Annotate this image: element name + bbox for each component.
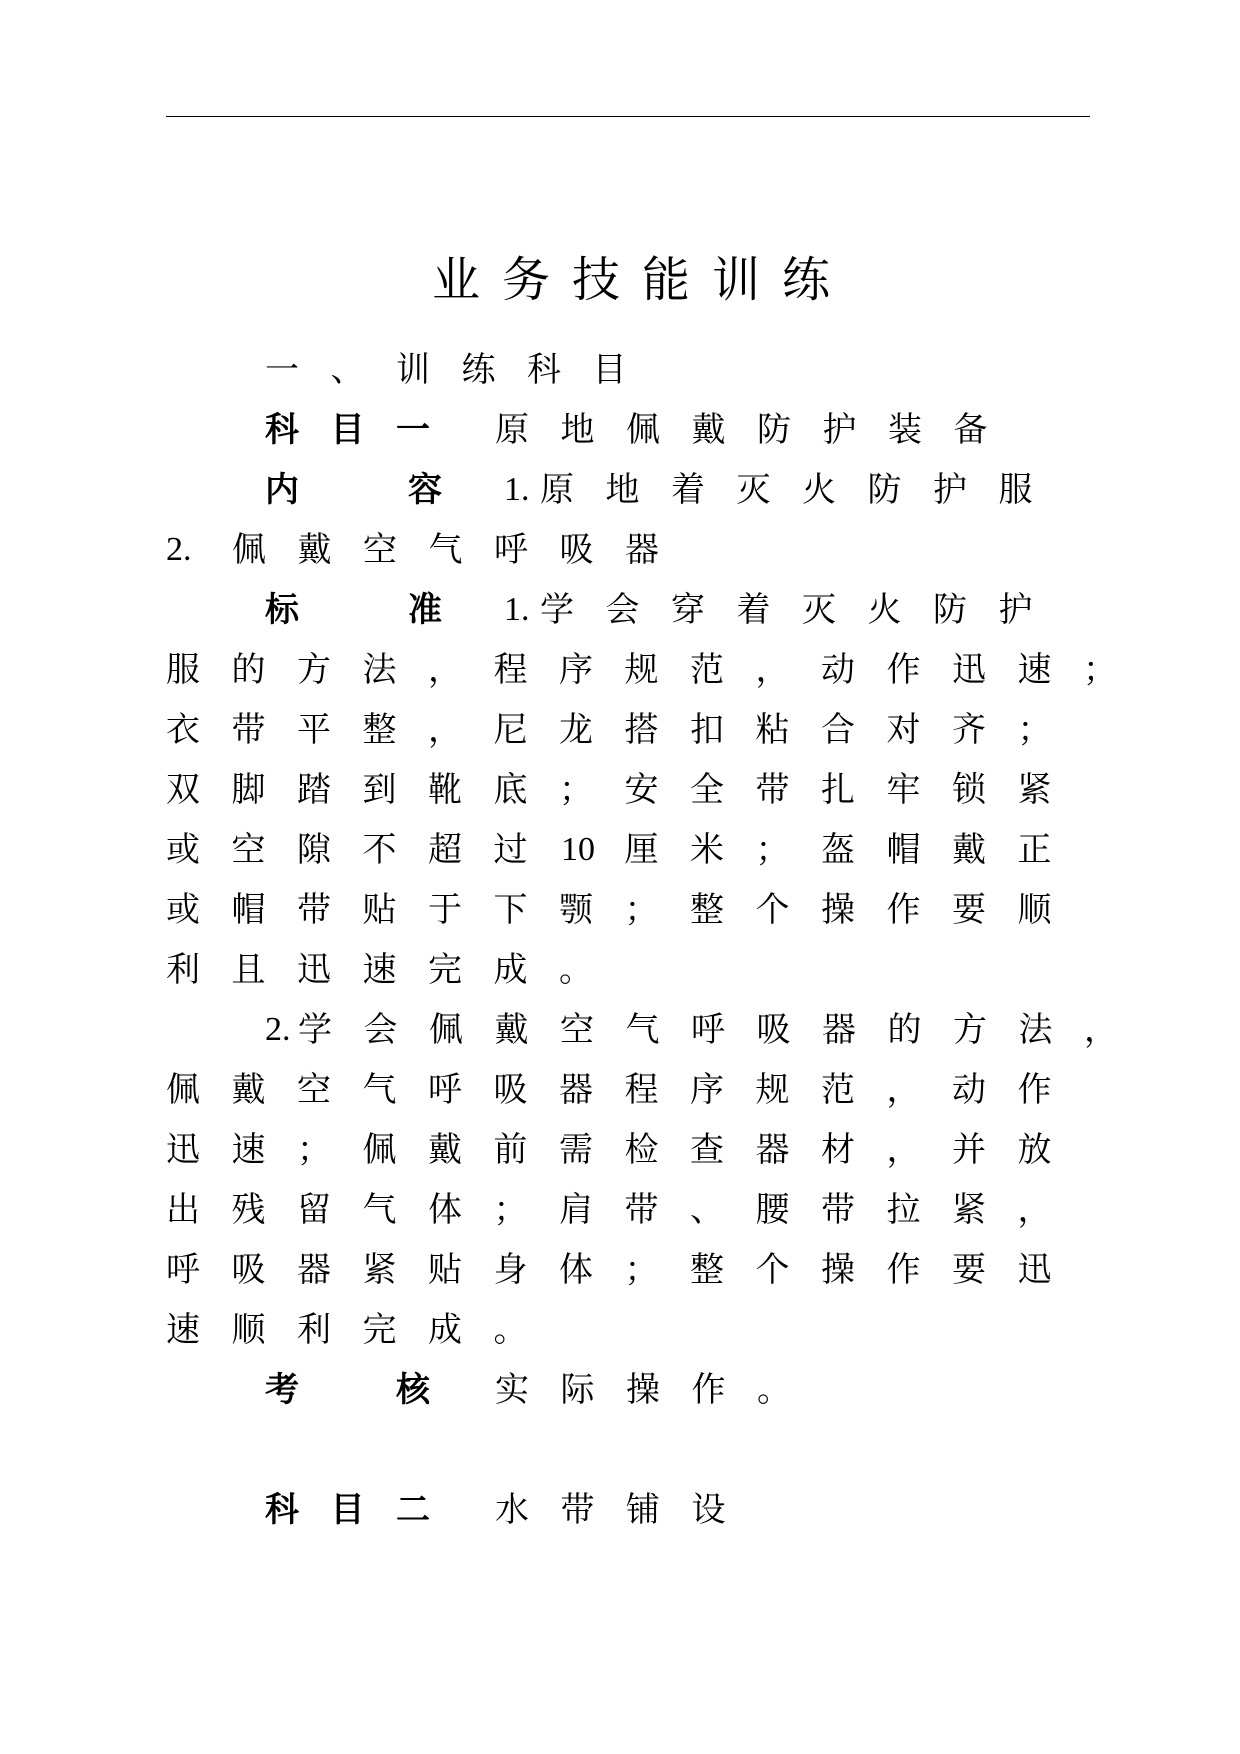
standard-1-line: 利 且 迅 速 完 成 。 xyxy=(166,950,593,990)
standard-1-line: 双 脚 踏 到 靴 底 ； 安 全 带 扎 牢 锁 紧 xyxy=(166,770,1052,810)
subject1-heading: 科 目 一 原 地 佩 戴 防 护 装 备 xyxy=(265,410,988,450)
header-rule xyxy=(166,116,1090,117)
standard-2-line: 佩 戴 空 气 呼 吸 器 程 序 规 范 ， 动 作 xyxy=(166,1070,1052,1110)
subject2-heading: 科 目 二 水 带 铺 设 xyxy=(265,1490,726,1530)
standard-2-line: 2. 学 会 佩 戴 空 气 呼 吸 器 的 方 法 ， xyxy=(265,1010,1118,1050)
standard-1-line: 或 空 隙 不 超 过 10 厘 米 ； 盔 帽 戴 正 xyxy=(166,830,1052,870)
standard-2-line: 呼 吸 器 紧 贴 身 体 ； 整 个 操 作 要 迅 xyxy=(166,1250,1052,1290)
standard-2-line: 出 残 留 气 体 ； 肩 带 、 腰 带 拉 紧 ， xyxy=(166,1190,1052,1230)
standard-1-line: 服 的 方 法 ， 程 序 规 范 ， 动 作 迅 速 ； xyxy=(166,650,1117,690)
document-title: 业务技能训练 xyxy=(431,252,852,308)
content-line-2: 2. 佩 戴 空 气 呼 吸 器 xyxy=(166,530,659,570)
assessment-line: 考 核 实 际 操 作 。 xyxy=(265,1370,791,1410)
standard-line: 标 准 1. 学 会 穿 着 灭 火 防 护 xyxy=(265,590,1033,630)
standard-1-line: 衣 带 平 整 ， 尼 龙 搭 扣 粘 合 对 齐 ； xyxy=(166,710,1052,750)
content-line: 内 容 1. 原 地 着 灭 火 防 护 服 xyxy=(265,470,1033,510)
standard-2-line: 迅 速 ； 佩 戴 前 需 检 查 器 材 ， 并 放 xyxy=(166,1130,1052,1170)
standard-2-line: 速 顺 利 完 成 。 xyxy=(166,1310,528,1350)
section-heading: 一 、 训 练 科 目 xyxy=(265,350,627,390)
standard-1-line: 或 帽 带 贴 于 下 颚 ； 整 个 操 作 要 顺 xyxy=(166,890,1052,930)
